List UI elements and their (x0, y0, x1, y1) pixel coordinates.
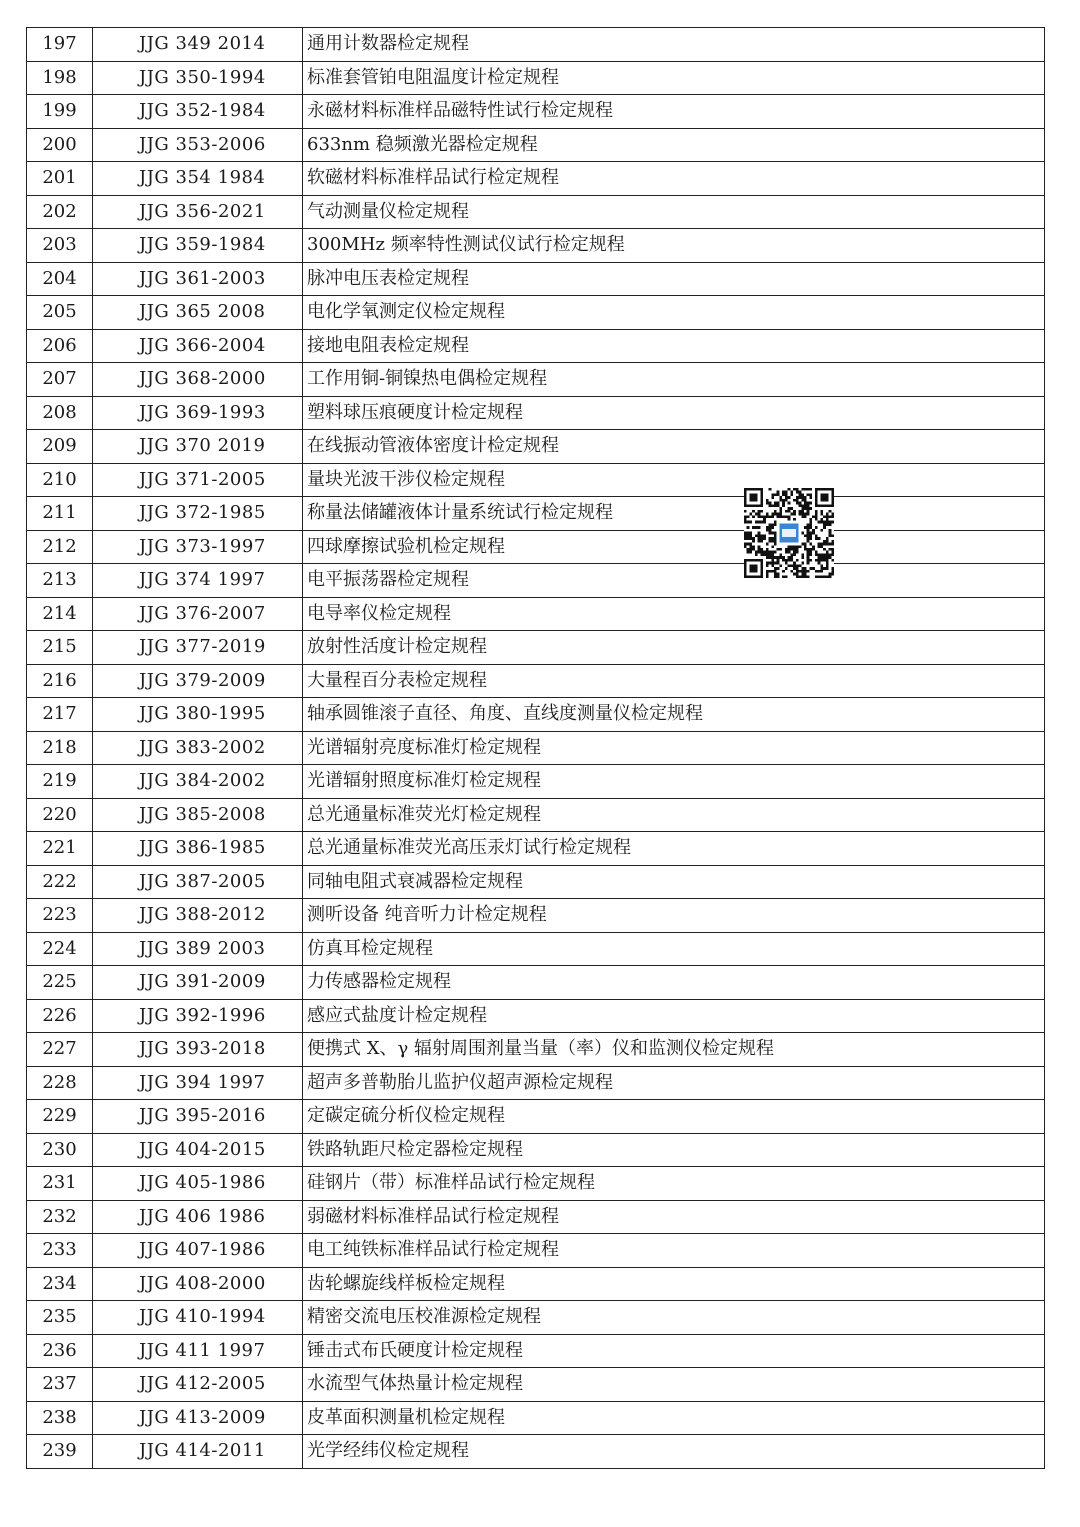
table-row (27, 530, 1045, 564)
regulation-name: 永磁材料标准样品磁特性试行检定规程 (303, 95, 1045, 129)
table-row (27, 966, 1045, 1000)
table-row (27, 329, 1045, 363)
regulation-name: 四球摩擦试验机检定规程 (303, 530, 1045, 564)
table-row (27, 631, 1045, 665)
regulation-name: 仿真耳检定规程 (303, 932, 1045, 966)
regulation-code: JJG 352-1984 (93, 95, 303, 129)
qr-code-icon[interactable] (744, 488, 834, 578)
regulation-code: JJG 405-1986 (93, 1167, 303, 1201)
regulation-code: JJG 350-1994 (93, 61, 303, 95)
regulation-name: 齿轮螺旋线样板检定规程 (303, 1267, 1045, 1301)
regulation-name: 称量法储罐液体计量系统试行检定规程 (303, 497, 1045, 531)
table-row (27, 1033, 1045, 1067)
regulation-name: 便携式 X、γ 辐射周围剂量当量（率）仪和监测仪检定规程 (303, 1033, 1045, 1067)
regulation-code: JJG 359-1984 (93, 229, 303, 263)
regulation-code: JJG 365 2008 (93, 296, 303, 330)
table-row (27, 999, 1045, 1033)
regulation-code: JJG 372-1985 (93, 497, 303, 531)
regulation-code: JJG 380-1995 (93, 698, 303, 732)
regulation-name: 电导率仪检定规程 (303, 597, 1045, 631)
regulation-code: JJG 370 2019 (93, 430, 303, 464)
regulation-code: JJG 356-2021 (93, 195, 303, 229)
table-row (27, 731, 1045, 765)
regulation-code: JJG 376-2007 (93, 597, 303, 631)
row-number: 216 (27, 664, 93, 698)
regulation-code: JJG 407-1986 (93, 1234, 303, 1268)
table-row (27, 28, 1045, 62)
table-row (27, 296, 1045, 330)
regulation-name: 在线振动管液体密度计检定规程 (303, 430, 1045, 464)
regulation-name: 电工纯铁标准样品试行检定规程 (303, 1234, 1045, 1268)
regulation-name: 弱磁材料标准样品试行检定规程 (303, 1200, 1045, 1234)
regulation-code: JJG 368-2000 (93, 363, 303, 397)
regulation-code: JJG 387-2005 (93, 865, 303, 899)
regulation-code: JJG 410-1994 (93, 1301, 303, 1335)
table-row (27, 564, 1045, 598)
regulation-name: 总光通量标准荧光高压汞灯试行检定规程 (303, 832, 1045, 866)
regulation-code: JJG 384-2002 (93, 765, 303, 799)
table-body (27, 28, 1045, 1469)
row-number: 225 (27, 966, 93, 1000)
row-number: 221 (27, 832, 93, 866)
regulation-code: JJG 408-2000 (93, 1267, 303, 1301)
table-row (27, 363, 1045, 397)
regulation-code: JJG 385-2008 (93, 798, 303, 832)
table-row (27, 1334, 1045, 1368)
table-row (27, 1100, 1045, 1134)
row-number: 214 (27, 597, 93, 631)
regulation-code: JJG 394 1997 (93, 1066, 303, 1100)
table-row (27, 1066, 1045, 1100)
row-number: 205 (27, 296, 93, 330)
regulation-name: 软磁材料标准样品试行检定规程 (303, 162, 1045, 196)
regulation-code: JJG 389 2003 (93, 932, 303, 966)
row-number: 198 (27, 61, 93, 95)
row-number: 213 (27, 564, 93, 598)
row-number: 235 (27, 1301, 93, 1335)
table-row (27, 1200, 1045, 1234)
regulation-code: JJG 366-2004 (93, 329, 303, 363)
row-number: 204 (27, 262, 93, 296)
regulation-code: JJG 377-2019 (93, 631, 303, 665)
table-row (27, 497, 1045, 531)
regulation-name: 光学经纬仪检定规程 (303, 1435, 1045, 1469)
regulation-name: 水流型气体热量计检定规程 (303, 1368, 1045, 1402)
row-number: 215 (27, 631, 93, 665)
table-row (27, 229, 1045, 263)
regulation-name: 大量程百分表检定规程 (303, 664, 1045, 698)
regulation-name: 轴承圆锥滚子直径、角度、直线度测量仪检定规程 (303, 698, 1045, 732)
regulation-code: JJG 413-2009 (93, 1401, 303, 1435)
table-row (27, 95, 1045, 129)
regulation-table (26, 27, 1045, 1469)
row-number: 201 (27, 162, 93, 196)
row-number: 197 (27, 28, 93, 62)
row-number: 222 (27, 865, 93, 899)
row-number: 223 (27, 899, 93, 933)
row-number: 226 (27, 999, 93, 1033)
regulation-code: JJG 373-1997 (93, 530, 303, 564)
row-number: 217 (27, 698, 93, 732)
regulation-code: JJG 369-1993 (93, 396, 303, 430)
regulation-code: JJG 379-2009 (93, 664, 303, 698)
regulation-name: 接地电阻表检定规程 (303, 329, 1045, 363)
regulation-code: JJG 361-2003 (93, 262, 303, 296)
table-row (27, 1401, 1045, 1435)
regulation-code: JJG 383-2002 (93, 731, 303, 765)
row-number: 238 (27, 1401, 93, 1435)
table-row (27, 832, 1045, 866)
regulation-name: 力传感器检定规程 (303, 966, 1045, 1000)
regulation-name: 皮革面积测量机检定规程 (303, 1401, 1045, 1435)
row-number: 220 (27, 798, 93, 832)
table-row (27, 664, 1045, 698)
regulation-code: JJG 391-2009 (93, 966, 303, 1000)
row-number: 230 (27, 1133, 93, 1167)
regulation-name: 气动测量仪检定规程 (303, 195, 1045, 229)
regulation-name: 电化学氧测定仪检定规程 (303, 296, 1045, 330)
regulation-name: 锤击式布氏硬度计检定规程 (303, 1334, 1045, 1368)
regulation-code: JJG 393-2018 (93, 1033, 303, 1067)
regulation-code: JJG 406 1986 (93, 1200, 303, 1234)
row-number: 227 (27, 1033, 93, 1067)
table-row (27, 430, 1045, 464)
regulation-code: JJG 411 1997 (93, 1334, 303, 1368)
row-number: 233 (27, 1234, 93, 1268)
table-row (27, 1368, 1045, 1402)
regulation-name: 通用计数器检定规程 (303, 28, 1045, 62)
table-row (27, 1234, 1045, 1268)
row-number: 208 (27, 396, 93, 430)
table-row (27, 1267, 1045, 1301)
regulation-name: 标准套管铂电阻温度计检定规程 (303, 61, 1045, 95)
row-number: 207 (27, 363, 93, 397)
table-row (27, 1133, 1045, 1167)
row-number: 228 (27, 1066, 93, 1100)
row-number: 236 (27, 1334, 93, 1368)
regulation-code: JJG 349 2014 (93, 28, 303, 62)
row-number: 234 (27, 1267, 93, 1301)
table-row (27, 865, 1045, 899)
regulation-name: 工作用铜-铜镍热电偶检定规程 (303, 363, 1045, 397)
regulation-code: JJG 388-2012 (93, 899, 303, 933)
row-number: 199 (27, 95, 93, 129)
table-row (27, 128, 1045, 162)
row-number: 209 (27, 430, 93, 464)
row-number: 231 (27, 1167, 93, 1201)
row-number: 200 (27, 128, 93, 162)
table-row (27, 765, 1045, 799)
regulation-name: 光谱辐射亮度标准灯检定规程 (303, 731, 1045, 765)
regulation-code: JJG 354 1984 (93, 162, 303, 196)
row-number: 232 (27, 1200, 93, 1234)
regulation-code: JJG 412-2005 (93, 1368, 303, 1402)
table-row (27, 899, 1045, 933)
regulation-code: JJG 404-2015 (93, 1133, 303, 1167)
row-number: 210 (27, 463, 93, 497)
row-number: 229 (27, 1100, 93, 1134)
table-row (27, 1167, 1045, 1201)
row-number: 211 (27, 497, 93, 531)
table-row (27, 597, 1045, 631)
table-row (27, 61, 1045, 95)
regulation-code: JJG 386-1985 (93, 832, 303, 866)
row-number: 202 (27, 195, 93, 229)
regulation-name: 量块光波干涉仪检定规程 (303, 463, 1045, 497)
table-row (27, 1301, 1045, 1335)
row-number: 218 (27, 731, 93, 765)
regulation-code: JJG 392-1996 (93, 999, 303, 1033)
regulation-name: 同轴电阻式衰减器检定规程 (303, 865, 1045, 899)
table-row (27, 1435, 1045, 1469)
table-row (27, 162, 1045, 196)
regulation-name: 633nm 稳频激光器检定规程 (303, 128, 1045, 162)
row-number: 237 (27, 1368, 93, 1402)
regulation-name: 光谱辐射照度标准灯检定规程 (303, 765, 1045, 799)
row-number: 206 (27, 329, 93, 363)
regulation-name: 硅钢片（带）标准样品试行检定规程 (303, 1167, 1045, 1201)
regulation-name: 300MHz 频率特性测试仪试行检定规程 (303, 229, 1045, 263)
regulation-name: 铁路轨距尺检定器检定规程 (303, 1133, 1045, 1167)
regulation-name: 超声多普勒胎儿监护仪超声源检定规程 (303, 1066, 1045, 1100)
row-number: 219 (27, 765, 93, 799)
row-number: 212 (27, 530, 93, 564)
table-row (27, 698, 1045, 732)
regulation-name: 脉冲电压表检定规程 (303, 262, 1045, 296)
regulation-code: JJG 414-2011 (93, 1435, 303, 1469)
regulation-name: 感应式盐度计检定规程 (303, 999, 1045, 1033)
table-row (27, 195, 1045, 229)
table-row (27, 262, 1045, 296)
row-number: 203 (27, 229, 93, 263)
regulation-code: JJG 353-2006 (93, 128, 303, 162)
regulation-name: 总光通量标准荧光灯检定规程 (303, 798, 1045, 832)
regulation-code: JJG 371-2005 (93, 463, 303, 497)
regulation-name: 测听设备 纯音听力计检定规程 (303, 899, 1045, 933)
table-row (27, 396, 1045, 430)
regulation-name: 塑料球压痕硬度计检定规程 (303, 396, 1045, 430)
regulation-name: 精密交流电压校准源检定规程 (303, 1301, 1045, 1335)
regulation-name: 放射性活度计检定规程 (303, 631, 1045, 665)
row-number: 239 (27, 1435, 93, 1469)
regulation-code: JJG 395-2016 (93, 1100, 303, 1134)
regulation-code: JJG 374 1997 (93, 564, 303, 598)
row-number: 224 (27, 932, 93, 966)
regulation-name: 定碳定硫分析仪检定规程 (303, 1100, 1045, 1134)
table-row (27, 463, 1045, 497)
table-row (27, 932, 1045, 966)
table-row (27, 798, 1045, 832)
regulation-name: 电平振荡器检定规程 (303, 564, 1045, 598)
